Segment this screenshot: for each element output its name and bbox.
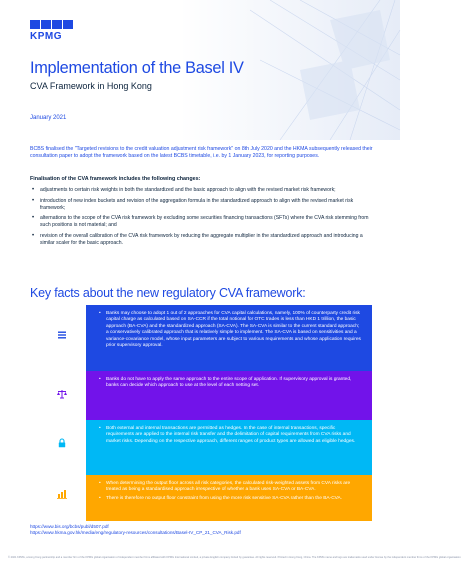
header [0,0,400,140]
panel-content [86,371,372,426]
panel-label-column [38,420,86,475]
panel-label: Scope of Application [38,408,86,413]
intro-paragraph: BCBS finalised the "Targeted revisions to the credit valuation adjustment risk framework" on 8th July 2020 and the HKMA subsequently released their consultation paper to adopt the framework based on the latest BCBS timetable, i.e. by 1 January 2023, for reporting purposes. [30,146,373,159]
panel-label-column [38,305,86,379]
panel-bullet: • Banks do not have to apply the same approach to the entire scope of application. If supervisory approval is granted, banks can decide which approach to use at the level of each netting set. [98,377,362,390]
publication-date: January 2021 [30,115,67,121]
panel-label-column [38,371,86,426]
panel-content [86,475,372,521]
panel-options-for-calculation [38,305,372,379]
kpmg-logo-word: KPMG [30,31,62,42]
panel-bullet: • There is therefore no output floor constraint from using the more risk sensitive SA-CVA rather than the BA-CVA. [98,496,362,502]
kpmg-logo-boxes [30,20,73,29]
list-item: • introduction of new index buckets and revision of the aggregation formula in the standardized approach to align with the revised market risk framework; [30,198,375,212]
panel-label: Options for Calculation [49,348,75,360]
reference-link[interactable]: https://www.hkma.gov.hk/media/eng/regulatory-resources/consultations/Basel-IV_CP_21_CVA_Risk.pdf [30,530,241,535]
list-item: • alternations to the scope of the CVA risk framework by excluding some securities financing transactions (SFTs) where the CVA risk stemming from such positions is not material; and [30,215,375,229]
panel-cva-hedges [38,420,372,475]
page-subtitle: CVA Framework in Hong Kong [30,81,152,91]
finalisation-heading: Finalisation of the CVA framework includes the following changes: [30,176,201,182]
lock-icon [51,432,73,454]
key-facts-heading: Key facts about the new regulatory CVA framework: [30,286,306,300]
panel-scope-of-application [38,371,372,426]
panel-bullet: • Banks may choose to adopt 1 out of 2 approaches for CVA capital calculations, namely, 100% of counterparty credit risk capital charge as calculated based on SA-CCR if the total notional for OTC trades is less than HKD 1 trillion, the basic approach (BA-CVA) and the standardized approach (SA-CVA). The SA-CVA is similar to the current standard approach; a conservatively calibrated approach that is relatively simple to implement. The SA-CVA is based on sensitivities and a variance-covariance model, whose input parameters are subject to various requirements and whose application requires prior supervisory approval. [98,311,362,349]
panel-content [86,420,372,475]
reference-link[interactable]: https://www.bis.org/bcbs/publ/d507.pdf [30,524,109,529]
page-title: Implementation of the Basel IV [30,58,244,77]
reference-links [30,524,241,536]
finalisation-list [30,187,375,251]
list-item: • revision of the overall calibration of the CVA risk framework by reducing the aggregate multiplier in the standardized approach and introducing a similar scaler for the basic approach. [30,233,375,247]
panel-label-column [38,475,86,521]
panel-bullet: • Both external and internal transactions are permitted as hedges. In the case of internal transactions, specific requirements are applied to the internal risk transfer and the delimitation of capital requirements from CVA risks and market risks. Depending on the respective approach, different ranges of product types are allowed as eligible hedges. [98,426,362,445]
panel-output-floor [38,475,372,521]
list-item: • adjustments to certain risk weights in both the standardized and the basic approach to align with the revised market risk framework; [30,187,375,194]
panel-content [86,305,372,379]
floor-icon [51,483,73,505]
scales-icon [51,383,73,405]
footer-disclaimer: © 2021 KPMG, a Hong Kong partnership and a member firm of the KPMG global organisation of independent member firms affiliated with KPMG International Limited, a private English company limited by guarantee. All rights reserved. Printed in Hong Kong, China. The KPMG name and logo are trademarks used under license by the independent member firms of the KPMG global organisation. [8,556,461,559]
panel-label: Output Floor [47,507,77,513]
kpmg-logo [30,20,73,42]
panel-bullet: • When determining the output floor across all risk categories, the calculated risk-weighted assets from CVA risks are treated as being a standardised approach irrespective of whether a bank uses SA-CVA or BA-CVA. [98,481,362,494]
panel-label: CVA Hedges [47,457,77,462]
list-icon [51,324,73,346]
